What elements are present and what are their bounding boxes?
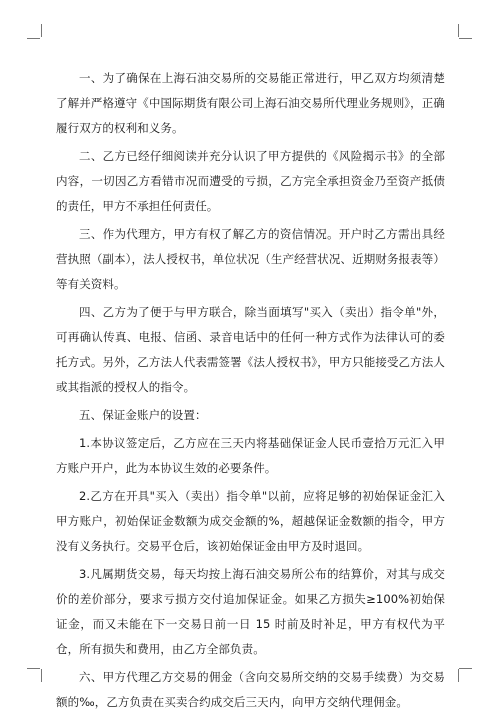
paragraph-clause-6: 六、甲方代理乙方交易的佣金（含向交易所交纳的交易手续费）为交易额的‰，乙方负责在买卖合约成交后三天内，向甲方交纳代理佣金。 (56, 670, 445, 709)
paragraph-clause-1: 一、为了确保在上海石油交易所的交易能正常进行，甲乙双方均须清楚了解并严格遵守《中国际期货有限公司上海石油交易所代理业务规则》，正确履行双方的权利和义务。 (56, 71, 445, 135)
paragraph-clause-3: 三、作为代理方，甲方有权了解乙方的资信情况。开户时乙方需出具经营执照（副本），法人授权书，单位状况（生产经营状况、近期财务报表等）等有关资料。 (56, 227, 445, 291)
paragraph-clause-5-3: 3.凡属期货交易，每天均按上海石油交易所公布的结算价，对其与成交价的差价部分，要求亏损方交付追加保证金。如果乙方损失≥100%初始保证金，而又未能在下一交易日前一日 15 时前及时补足，甲方有权代为平仓，所有损失和费用，由乙方全部负责。 (56, 567, 445, 656)
paragraph-clause-2: 二、乙方已经仔细阅读并充分认识了甲方提供的《风险揭示书》的全部内容，一切因乙方看错市况而遭受的亏损，乙方完全承担资金乃至资产抵债的责任，甲方不承担任何责任。 (56, 149, 445, 213)
paragraph-clause-4: 四、乙方为了便于与甲方联合，除当面填写"买入（卖出）指令单"外，可再确认传真、电报、信函、录音电话中的任何一种方式作为法律认可的委托方式。另外，乙方法人代表需签署《法人授权书》，甲方只能接受乙方法人或其指派的授权人的指令。 (56, 305, 445, 394)
paragraph-clause-5-2: 2.乙方在开具"买入（卖出）指令单"以前，应将足够的初始保证金汇入甲方账户，初始保证金数额为成交金额的%，超越保证金数额的指令，甲方没有义务执行。交易平仓后，该初始保证金由甲方及时退回。 (56, 489, 445, 553)
paragraph-clause-5-1: 1.本协议签定后，乙方应在三天内将基础保证金人民币壹拾万元汇入甲方账户开户，此为本协议生效的必要条件。 (56, 436, 445, 475)
document-body (56, 66, 445, 718)
paragraph-clause-5-heading: 五、保证金账户的设置： (79, 408, 207, 422)
